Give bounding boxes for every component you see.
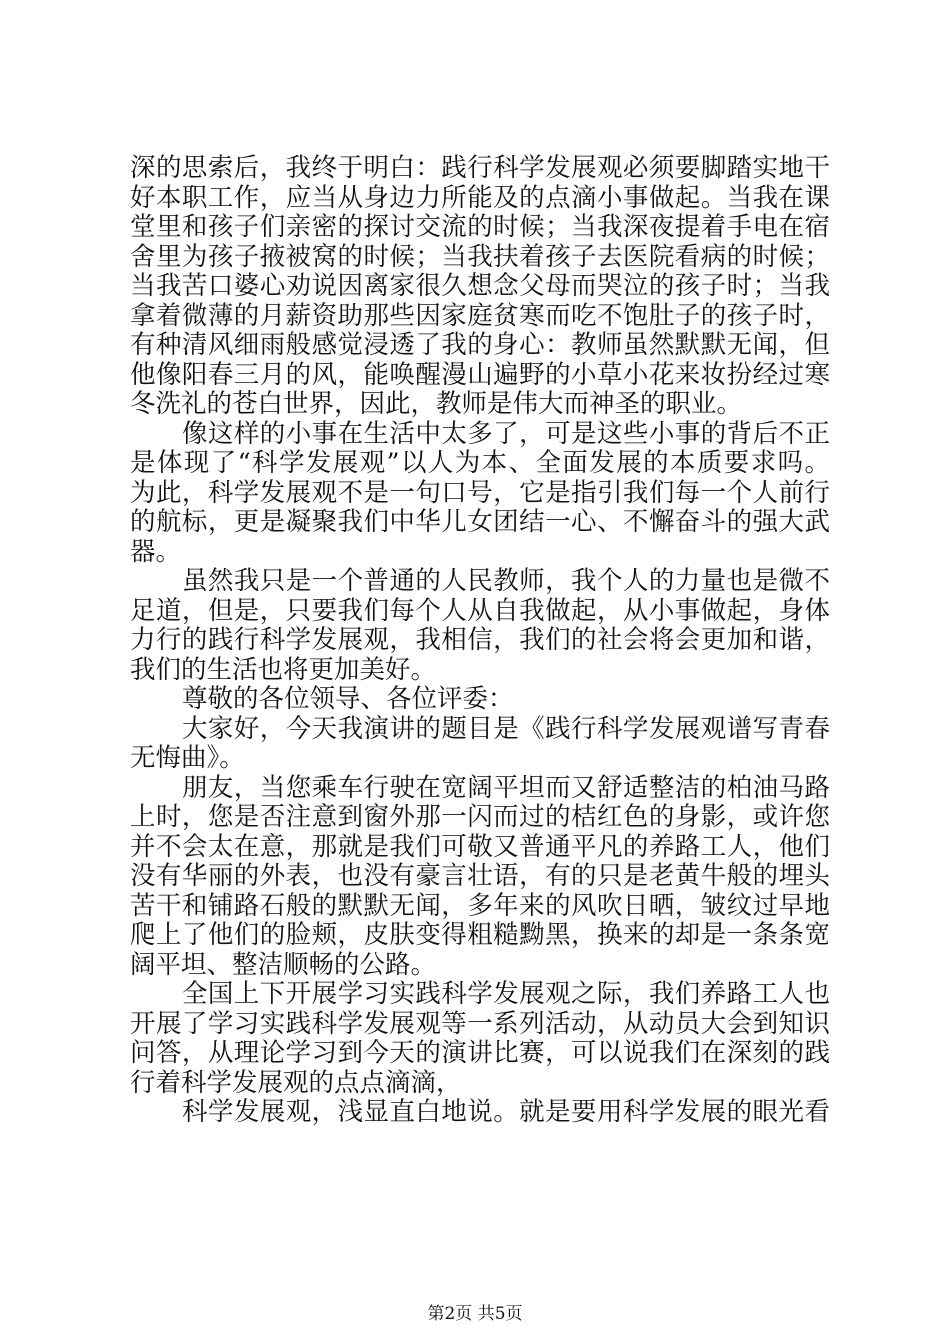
text-line: 拿着微薄的月薪资助那些因家庭贫寒而吃不饱肚子的孩子时， <box>130 300 830 331</box>
text-line: 大家好，今天我演讲的题目是《践行科学发展观谱写青春 <box>182 713 830 744</box>
text-line: 是体现了“科学发展观”以人为本、全面发展的本质要求吗。 <box>130 448 830 478</box>
text-line: 无悔曲》。 <box>130 743 245 773</box>
text-line: 问答，从理论学习到今天的演讲比赛，可以说我们在深刻的践 <box>130 1038 830 1068</box>
text-line: 为此，科学发展观不是一句口号，它是指引我们每一个人前行 <box>130 477 830 508</box>
text-line: 当我苦口婆心劝说因离家很久想念父母而哭泣的孩子时；当我 <box>130 271 830 301</box>
text-line: 舍里为孩子掖被窝的时候；当我扶着孩子去医院看病的时候； <box>130 241 830 272</box>
text-line: 上时，您是否注意到窗外那一闪而过的桔红色的身影，或许您 <box>130 802 830 832</box>
text-line: 全国上下开展学习实践科学发展观之际，我们养路工人也 <box>182 979 830 1009</box>
text-line: 尊敬的各位领导、各位评委： <box>182 684 514 714</box>
text-line: 没有华丽的外表，也没有豪言壮语，有的只是老黄牛般的埋头 <box>130 861 830 891</box>
text-line: 苦干和铺路石般的默默无闻，多年来的风吹日晒，皱纹过早地 <box>130 890 830 921</box>
text-line: 行着科学发展观的点点滴滴， <box>130 1067 462 1098</box>
page-footer: 第2页 共5页 <box>427 1304 523 1324</box>
text-line: 力行的践行科学发展观，我相信，我们的社会将会更加和谐， <box>130 625 830 655</box>
text-line: 他像阳春三月的风，能唤醒漫山遍野的小草小花来妆扮经过寒 <box>130 359 830 390</box>
text-line: 朋友，当您乘车行驶在宽阔平坦而又舒适整洁的柏油马路 <box>182 772 830 803</box>
text-line: 像这样的小事在生活中太多了，可是这些小事的背后不正 <box>182 418 830 449</box>
text-line: 冬洗礼的苍白世界，因此，教师是伟大而神圣的职业。 <box>130 389 743 419</box>
text-line: 器。 <box>130 536 182 567</box>
text-line: 足道，但是，只要我们每个人从自我做起，从小事做起，身体 <box>130 595 830 626</box>
text-line: 堂里和孩子们亲密的探讨交流的时候；当我深夜提着手电在宿 <box>130 212 830 242</box>
text-line: 开展了学习实践科学发展观等一系列活动，从动员大会到知识 <box>130 1008 830 1039</box>
text-line: 我们的生活也将更加美好。 <box>130 654 437 685</box>
text-line: 深的思索后，我终于明白：践行科学发展观必须要脚踏实地干 <box>130 153 830 183</box>
document-body <box>130 154 830 1128</box>
text-line: 有种清风细雨般感觉浸透了我的身心：教师虽然默默无闻，但 <box>130 330 830 360</box>
text-line: 并不会太在意，那就是我们可敬又普通平凡的养路工人，他们 <box>130 831 830 862</box>
text-line: 虽然我只是一个普通的人民教师，我个人的力量也是微不 <box>182 566 830 596</box>
text-line: 爬上了他们的脸颊，皮肤变得粗糙黝黑，换来的却是一条条宽 <box>130 920 830 950</box>
text-line: 科学发展观，浅显直白地说。就是要用科学发展的眼光看 <box>182 1097 830 1127</box>
text-line: 阔平坦、整洁顺畅的公路。 <box>130 949 437 980</box>
text-line: 好本职工作，应当从身边力所能及的点滴小事做起。当我在课 <box>130 182 830 213</box>
text-line: 的航标，更是凝聚我们中华儿女团结一心、不懈奋斗的强大武 <box>130 507 830 537</box>
